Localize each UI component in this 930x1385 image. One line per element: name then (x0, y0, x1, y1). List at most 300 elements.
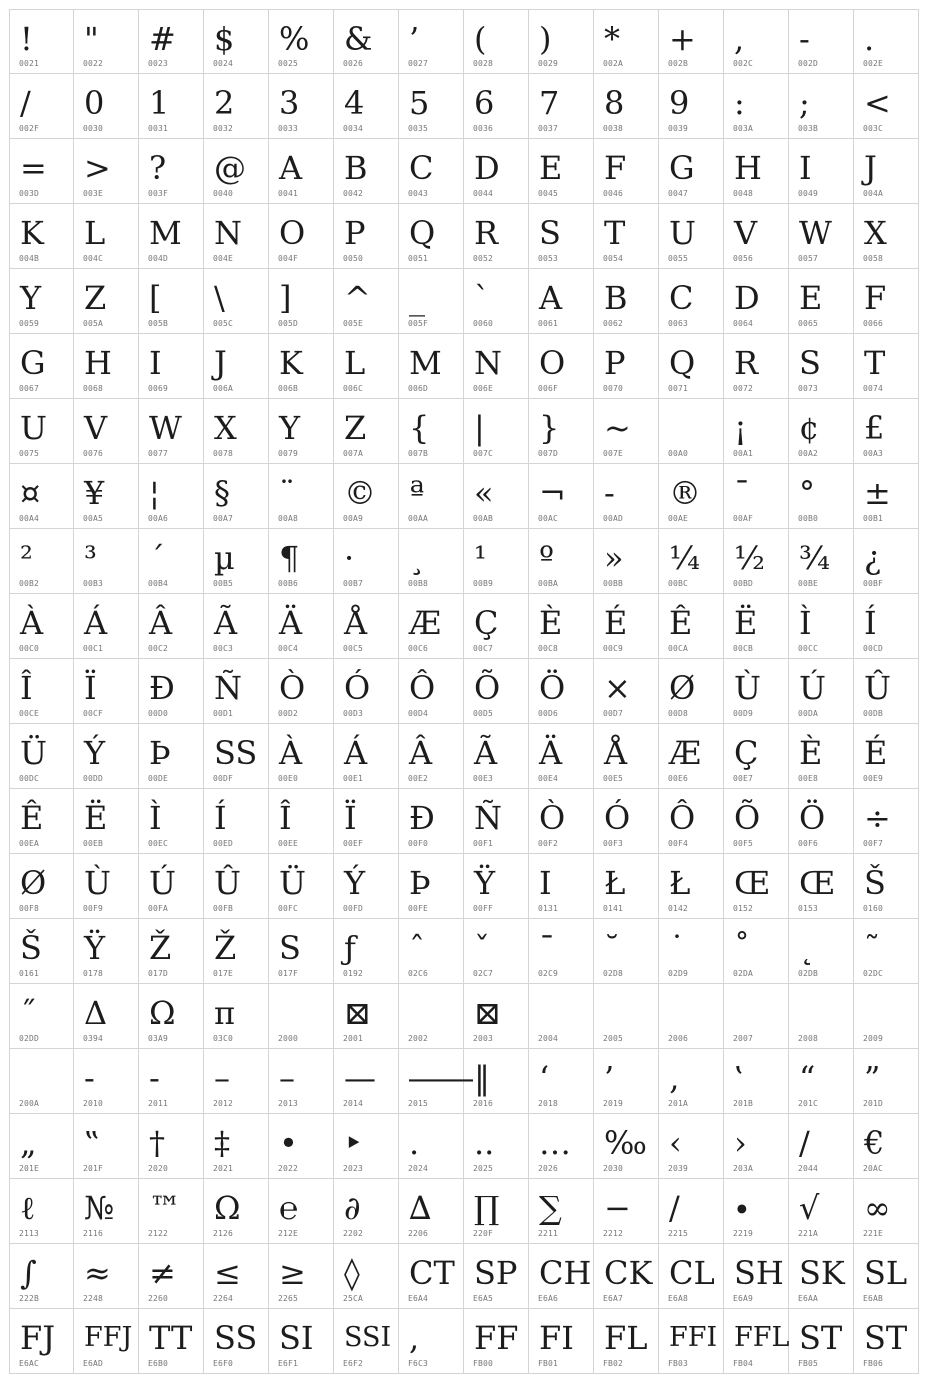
glyph-sample: Δ (84, 994, 108, 1032)
glyph-sample: ¸ (409, 539, 425, 577)
glyph-sample: ∂ (344, 1189, 361, 1227)
glyph-sample: C (409, 149, 434, 187)
glyph-cell (74, 529, 139, 594)
glyph-cell (594, 919, 659, 984)
glyph-codepoint: 00C8 (538, 644, 559, 653)
glyph-sample: 5 (409, 84, 430, 122)
glyph-codepoint: 00F1 (473, 839, 494, 848)
glyph-cell (854, 334, 919, 399)
glyph-codepoint: 0034 (343, 124, 364, 133)
glyph-codepoint: 0050 (343, 254, 364, 263)
glyph-cell (9, 334, 74, 399)
glyph-codepoint: 004F (278, 254, 299, 263)
glyph-cell (269, 919, 334, 984)
glyph-cell (594, 269, 659, 334)
glyph-codepoint: 00B3 (83, 579, 104, 588)
glyph-cell (594, 139, 659, 204)
glyph-cell (139, 919, 204, 984)
glyph-codepoint: 00E2 (408, 774, 429, 783)
glyph-codepoint: 2000 (278, 1034, 299, 1043)
glyph-sample: Ñ (474, 799, 502, 837)
glyph-cell (854, 594, 919, 659)
glyph-codepoint: 0030 (83, 124, 104, 133)
glyph-sample: ˆ (409, 929, 425, 967)
glyph-cell (399, 204, 464, 269)
glyph-codepoint: 007E (603, 449, 624, 458)
glyph-cell (74, 789, 139, 854)
glyph-cell (529, 1114, 594, 1179)
glyph-cell (529, 789, 594, 854)
glyph-cell (139, 464, 204, 529)
glyph-sample: / (799, 1124, 810, 1162)
glyph-sample: ¤ (20, 474, 41, 512)
glyph-codepoint: 00CB (733, 644, 754, 653)
glyph-cell (139, 399, 204, 464)
glyph-codepoint: 2016 (473, 1099, 494, 1108)
glyph-cell (74, 659, 139, 724)
glyph-cell (529, 464, 594, 529)
glyph-sample: π (214, 994, 236, 1032)
glyph-codepoint: 00A9 (343, 514, 364, 523)
glyph-cell (464, 204, 529, 269)
glyph-cell (854, 724, 919, 789)
glyph-codepoint: 007C (473, 449, 494, 458)
glyph-codepoint: 00C3 (213, 644, 234, 653)
glyph-sample: Î (279, 799, 292, 837)
glyph-sample: È (539, 604, 563, 642)
glyph-sample: CH (539, 1254, 592, 1292)
glyph-cell (854, 204, 919, 269)
glyph-cell (139, 594, 204, 659)
glyph-codepoint: 0079 (278, 449, 299, 458)
glyph-sample: FFJ (84, 1322, 133, 1353)
glyph-cell (854, 1179, 919, 1244)
glyph-sample: ` (474, 279, 490, 317)
glyph-sample: ˚ (734, 929, 750, 967)
glyph-cell (789, 1309, 854, 1374)
glyph-cell (724, 789, 789, 854)
glyph-cell (789, 594, 854, 659)
glyph-cell (529, 204, 594, 269)
glyph-codepoint: 00FA (148, 904, 169, 913)
glyph-sample: ‡ (214, 1124, 230, 1162)
glyph-codepoint: E6F2 (343, 1359, 364, 1368)
glyph-cell (789, 984, 854, 1049)
glyph-sample: Ä (279, 604, 303, 642)
glyph-cell (74, 74, 139, 139)
glyph-sample: SI (279, 1319, 314, 1357)
glyph-sample: Á (84, 604, 108, 642)
glyph-codepoint: 0024 (213, 59, 234, 68)
glyph-sample: R (734, 344, 759, 382)
glyph-cell (139, 724, 204, 789)
glyph-cell (9, 594, 74, 659)
glyph-codepoint: 00ED (213, 839, 234, 848)
glyph-cell (789, 854, 854, 919)
glyph-sample: FJ (20, 1319, 56, 1357)
glyph-codepoint: 0065 (798, 319, 819, 328)
glyph-sample: ± (864, 474, 891, 512)
glyph-codepoint: 0055 (668, 254, 689, 263)
glyph-sample: ¶ (279, 539, 300, 577)
glyph-cell (529, 1244, 594, 1309)
glyph-sample: 0 (84, 84, 105, 122)
glyph-codepoint: E6AB (863, 1294, 884, 1303)
glyph-codepoint: 006E (473, 384, 494, 393)
glyph-sample: I (149, 344, 162, 382)
glyph-sample: ‖ (474, 1059, 490, 1097)
glyph-sample: 3 (279, 84, 300, 122)
glyph-cell (334, 399, 399, 464)
glyph-cell (594, 854, 659, 919)
glyph-codepoint: 00DF (213, 774, 234, 783)
glyph-codepoint: FB03 (668, 1359, 689, 1368)
glyph-sample: ’ (409, 20, 420, 58)
glyph-sample: ÷ (864, 799, 891, 837)
glyph-sample: : (734, 84, 745, 122)
glyph-cell (399, 919, 464, 984)
glyph-sample: Ö (799, 799, 826, 837)
glyph-cell (594, 984, 659, 1049)
glyph-sample: € (864, 1124, 885, 1162)
glyph-codepoint: 00BB (603, 579, 624, 588)
glyph-codepoint: 002A (603, 59, 624, 68)
glyph-sample: ≈ (84, 1254, 111, 1292)
glyph-codepoint: 2206 (408, 1229, 429, 1238)
glyph-codepoint: 2116 (83, 1229, 104, 1238)
glyph-sample: ‹ (669, 1124, 682, 1162)
glyph-cell (399, 1244, 464, 1309)
glyph-codepoint: 0062 (603, 319, 624, 328)
glyph-sample: V (84, 409, 108, 447)
glyph-cell (594, 1049, 659, 1114)
glyph-codepoint: 00C4 (278, 644, 299, 653)
glyph-codepoint: 0142 (668, 904, 689, 913)
glyph-codepoint: 2265 (278, 1294, 299, 1303)
glyph-cell (659, 74, 724, 139)
glyph-cell (139, 1244, 204, 1309)
glyph-sample: Œ (734, 864, 771, 902)
glyph-cell (724, 464, 789, 529)
glyph-cell (854, 1309, 919, 1374)
glyph-cell (399, 269, 464, 334)
glyph-sample: 9 (669, 84, 690, 122)
glyph-sample: Œ (799, 864, 836, 902)
glyph-codepoint: 0046 (603, 189, 624, 198)
glyph-codepoint: 2025 (473, 1164, 494, 1173)
glyph-cell (724, 1309, 789, 1374)
glyph-codepoint: 2211 (538, 1229, 559, 1238)
glyph-cell (204, 1179, 269, 1244)
glyph-cell (204, 464, 269, 529)
glyph-codepoint: 0040 (213, 189, 234, 198)
glyph-sample: Ž (214, 929, 237, 967)
glyph-codepoint: 2264 (213, 1294, 234, 1303)
glyph-cell (74, 139, 139, 204)
glyph-codepoint: 006A (213, 384, 234, 393)
glyph-sample: ¾ (799, 539, 831, 577)
glyph-sample: Å (344, 604, 368, 642)
glyph-sample: X (214, 409, 237, 447)
glyph-cell (594, 789, 659, 854)
glyph-codepoint: 00A5 (83, 514, 104, 523)
glyph-sample: Ú (799, 669, 826, 707)
glyph-codepoint: 221A (798, 1229, 819, 1238)
glyph-cell (854, 919, 919, 984)
glyph-cell (269, 204, 334, 269)
glyph-sample: Ł (604, 864, 626, 902)
glyph-codepoint: 00CE (19, 709, 40, 718)
glyph-codepoint: 0066 (863, 319, 884, 328)
glyph-cell (529, 984, 594, 1049)
glyph-sample: ‘ (539, 1059, 550, 1097)
glyph-cell (269, 269, 334, 334)
glyph-cell (269, 139, 334, 204)
glyph-cell (269, 74, 334, 139)
glyph-sample: 4 (344, 84, 365, 122)
glyph-sample: Q (409, 214, 436, 252)
glyph-sample: Ø (669, 669, 696, 707)
glyph-codepoint: 00DE (148, 774, 169, 783)
glyph-sample: · (344, 539, 355, 577)
glyph-cell (659, 984, 724, 1049)
glyph-cell (9, 204, 74, 269)
glyph-codepoint: 0023 (148, 59, 169, 68)
glyph-codepoint: 201F (83, 1164, 104, 1173)
glyph-codepoint: 00E5 (603, 774, 624, 783)
glyph-cell (204, 139, 269, 204)
glyph-codepoint: 2009 (863, 1034, 884, 1043)
glyph-cell (9, 399, 74, 464)
glyph-sample: ‚ (669, 1059, 680, 1097)
glyph-codepoint: 0064 (733, 319, 754, 328)
glyph-sample: Þ (409, 864, 431, 902)
glyph-sample: W (799, 214, 832, 252)
glyph-sample: T (864, 344, 886, 382)
glyph-codepoint: 005E (343, 319, 364, 328)
glyph-cell (9, 919, 74, 984)
glyph-codepoint: 2012 (213, 1099, 234, 1108)
glyph-codepoint: 0031 (148, 124, 169, 133)
glyph-codepoint: 02DC (863, 969, 884, 978)
glyph-sample: S (799, 344, 821, 382)
glyph-codepoint: 25CA (343, 1294, 364, 1303)
glyph-sample: - (799, 20, 810, 58)
glyph-sample: Ô (409, 669, 436, 707)
glyph-codepoint: 2019 (603, 1099, 624, 1108)
glyph-sample: C (669, 279, 694, 317)
glyph-cell (789, 399, 854, 464)
glyph-cell (334, 919, 399, 984)
glyph-codepoint: E6A8 (668, 1294, 689, 1303)
glyph-cell (854, 9, 919, 74)
glyph-sample: Ú (149, 864, 176, 902)
glyph-sample: Ð (149, 669, 175, 707)
glyph-codepoint: 0072 (733, 384, 754, 393)
glyph-cell (269, 854, 334, 919)
glyph-sample: ¥ (84, 474, 105, 512)
glyph-cell (789, 1244, 854, 1309)
glyph-codepoint: 003A (733, 124, 754, 133)
glyph-codepoint: 005C (213, 319, 234, 328)
glyph-codepoint: 201B (733, 1099, 754, 1108)
glyph-cell (594, 204, 659, 269)
glyph-codepoint: 00EF (343, 839, 364, 848)
glyph-codepoint: 2260 (148, 1294, 169, 1303)
glyph-sample: Å (604, 734, 628, 772)
glyph-codepoint: 0160 (863, 904, 884, 913)
glyph-cell (464, 529, 529, 594)
glyph-sample: № (84, 1189, 115, 1227)
glyph-cell (789, 919, 854, 984)
glyph-sample: Ê (20, 799, 44, 837)
glyph-sample: ˉ (539, 929, 555, 967)
glyph-codepoint: 00E1 (343, 774, 364, 783)
glyph-sample: „ (20, 1124, 37, 1162)
glyph-cell (464, 789, 529, 854)
glyph-codepoint: 0078 (213, 449, 234, 458)
glyph-sample: .. (474, 1124, 495, 1162)
glyph-sample: / (20, 84, 31, 122)
glyph-cell (724, 1244, 789, 1309)
glyph-cell (529, 1179, 594, 1244)
glyph-cell (854, 789, 919, 854)
glyph-codepoint: 005D (278, 319, 299, 328)
glyph-sample: Õ (474, 669, 501, 707)
glyph-sample: Ý (84, 734, 106, 772)
glyph-sample: ˜ (864, 929, 880, 967)
glyph-sample: . (409, 1124, 420, 1162)
glyph-sample: Ç (474, 604, 499, 642)
glyph-codepoint: FB01 (538, 1359, 559, 1368)
glyph-cell (659, 269, 724, 334)
glyph-codepoint: 2018 (538, 1099, 559, 1108)
glyph-cell (334, 984, 399, 1049)
glyph-codepoint: 2113 (19, 1229, 40, 1238)
glyph-cell (9, 9, 74, 74)
glyph-codepoint: 0075 (19, 449, 40, 458)
glyph-sample: A (279, 149, 303, 187)
glyph-cell (594, 1309, 659, 1374)
glyph-codepoint: 00D9 (733, 709, 754, 718)
glyph-codepoint: 212E (278, 1229, 299, 1238)
glyph-cell (399, 724, 464, 789)
glyph-cell (9, 1179, 74, 1244)
glyph-cell (399, 984, 464, 1049)
glyph-cell (854, 659, 919, 724)
glyph-cell (659, 9, 724, 74)
glyph-codepoint: E6A6 (538, 1294, 559, 1303)
glyph-codepoint: 0042 (343, 189, 364, 198)
glyph-sample: SS (214, 734, 258, 772)
glyph-codepoint: 006D (408, 384, 429, 393)
glyph-cell (74, 1179, 139, 1244)
glyph-sample: Ë (84, 799, 108, 837)
glyph-sample: O (539, 344, 566, 382)
glyph-sample: ≠ (149, 1254, 176, 1292)
glyph-cell (204, 9, 269, 74)
glyph-codepoint: 0039 (668, 124, 689, 133)
glyph-cell (9, 529, 74, 594)
glyph-cell (139, 1114, 204, 1179)
glyph-cell (74, 724, 139, 789)
glyph-codepoint: 2002 (408, 1034, 429, 1043)
glyph-sample: ’ (604, 1059, 615, 1097)
glyph-cell (74, 334, 139, 399)
glyph-sample: × (604, 669, 631, 707)
glyph-cell (464, 334, 529, 399)
glyph-sample: ∏ (474, 1189, 500, 1227)
glyph-cell (854, 1114, 919, 1179)
glyph-codepoint: 00FD (343, 904, 364, 913)
glyph-codepoint: E6AD (83, 1359, 104, 1368)
glyph-cell (139, 9, 204, 74)
glyph-cell (464, 1309, 529, 1374)
glyph-codepoint: 004C (83, 254, 104, 263)
glyph-sample: E (539, 149, 563, 187)
glyph-sample: É (864, 734, 888, 772)
glyph-codepoint: FB00 (473, 1359, 494, 1368)
glyph-sample: Š (20, 929, 42, 967)
glyph-codepoint: 201E (19, 1164, 40, 1173)
glyph-sample: — (344, 1059, 376, 1097)
glyph-sample: Q (669, 344, 696, 382)
glyph-sample: Ÿ (474, 864, 496, 902)
glyph-cell (529, 594, 594, 659)
glyph-sample: © (344, 474, 376, 512)
glyph-codepoint: 2215 (668, 1229, 689, 1238)
glyph-codepoint: 2122 (148, 1229, 169, 1238)
glyph-cell (204, 399, 269, 464)
glyph-codepoint: 2008 (798, 1034, 819, 1043)
glyph-cell (139, 529, 204, 594)
glyph-codepoint: 00D6 (538, 709, 559, 718)
glyph-codepoint: E6AA (798, 1294, 819, 1303)
glyph-codepoint: 0022 (83, 59, 104, 68)
glyph-codepoint: 0153 (798, 904, 819, 913)
glyph-cell (139, 789, 204, 854)
glyph-sample: B (344, 149, 368, 187)
glyph-sample: ; (799, 84, 810, 122)
glyph-cell (464, 399, 529, 464)
glyph-cell (529, 139, 594, 204)
glyph-sample: D (474, 149, 500, 187)
glyph-cell (334, 204, 399, 269)
glyph-sample: § (214, 474, 230, 512)
glyph-cell (269, 594, 334, 659)
glyph-sample: ⊠ (344, 994, 371, 1032)
glyph-sample: Z (344, 409, 367, 447)
glyph-sample: G (669, 149, 695, 187)
glyph-sample: Ø (20, 864, 47, 902)
glyph-codepoint: 0061 (538, 319, 559, 328)
glyph-sample: Û (864, 669, 891, 707)
glyph-cell (594, 9, 659, 74)
glyph-sample: K (20, 214, 44, 252)
glyph-sample: Ω (149, 994, 176, 1032)
glyph-sample: V (734, 214, 758, 252)
glyph-cell (204, 984, 269, 1049)
glyph-codepoint: 0059 (19, 319, 40, 328)
glyph-sample: _ (409, 279, 425, 317)
glyph-codepoint: 2013 (278, 1099, 299, 1108)
glyph-sample: ˝ (20, 994, 36, 1032)
glyph-sample: - (149, 1059, 160, 1097)
glyph-cell (139, 1309, 204, 1374)
glyph-cell (269, 464, 334, 529)
glyph-cell (659, 399, 724, 464)
glyph-cell (269, 789, 334, 854)
